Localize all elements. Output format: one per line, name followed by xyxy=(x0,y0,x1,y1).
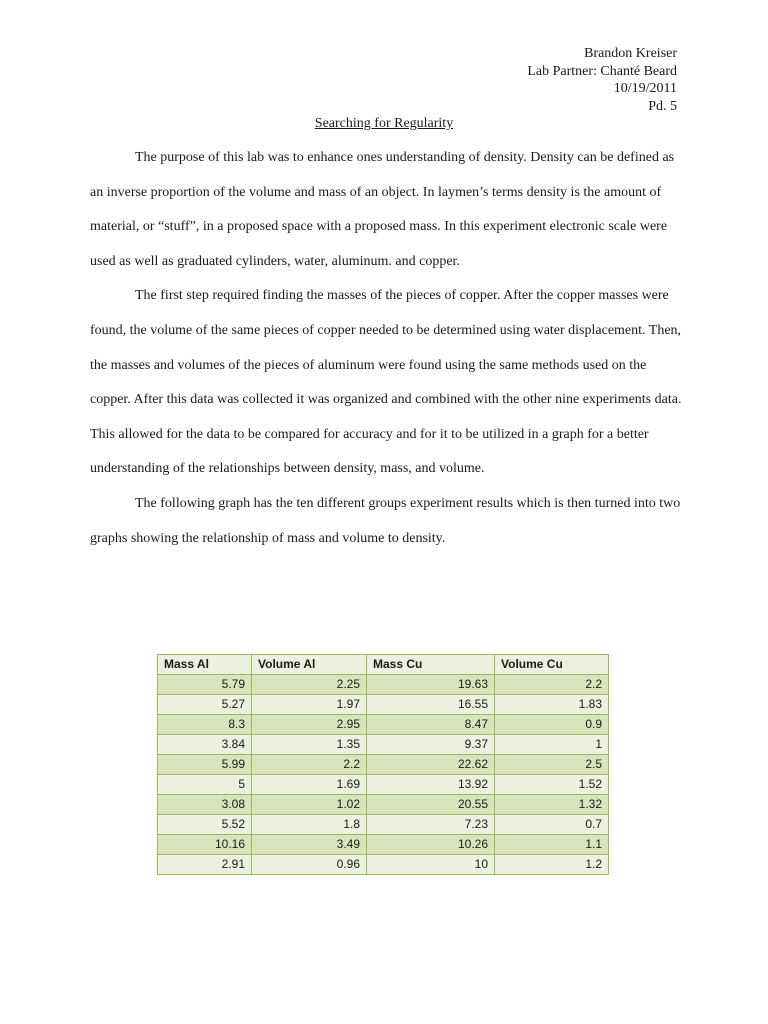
table-row xyxy=(158,835,609,855)
author-name: Brandon Kreiser xyxy=(584,46,677,61)
body-text xyxy=(90,141,685,556)
cell-mass-cu: 13.92 xyxy=(367,775,495,795)
table-header-row xyxy=(158,655,609,675)
table-row xyxy=(158,695,609,715)
cell-volume-cu: 0.9 xyxy=(495,715,609,735)
header-mass-cu: Mass Cu xyxy=(367,655,495,675)
table-row xyxy=(158,775,609,795)
cell-mass-al: 5.52 xyxy=(158,815,252,835)
cell-mass-al: 5 xyxy=(158,775,252,795)
cell-mass-cu: 20.55 xyxy=(367,795,495,815)
cell-mass-cu: 22.62 xyxy=(367,755,495,775)
cell-mass-al: 10.16 xyxy=(158,835,252,855)
header-volume-al: Volume Al xyxy=(252,655,367,675)
period: Pd. 5 xyxy=(648,98,677,114)
cell-volume-cu: 1.52 xyxy=(495,775,609,795)
cell-mass-al: 3.08 xyxy=(158,795,252,815)
cell-volume-al: 1.8 xyxy=(252,815,367,835)
cell-volume-cu: 0.7 xyxy=(495,815,609,835)
table-row xyxy=(158,795,609,815)
cell-volume-cu: 1.2 xyxy=(495,855,609,875)
table-row xyxy=(158,715,609,735)
cell-mass-cu: 16.55 xyxy=(367,695,495,715)
cell-mass-cu: 10.26 xyxy=(367,835,495,855)
table-row xyxy=(158,855,609,875)
cell-volume-cu: 2.2 xyxy=(495,675,609,695)
cell-volume-al: 1.69 xyxy=(252,775,367,795)
cell-mass-cu: 9.37 xyxy=(367,735,495,755)
cell-mass-al: 2.91 xyxy=(158,855,252,875)
cell-mass-al: 8.3 xyxy=(158,715,252,735)
table-row xyxy=(158,675,609,695)
date: 10/19/2011 xyxy=(613,81,677,96)
cell-mass-cu: 7.23 xyxy=(367,815,495,835)
cell-mass-al: 5.27 xyxy=(158,695,252,715)
cell-volume-al: 0.96 xyxy=(252,855,367,875)
cell-volume-cu: 1.1 xyxy=(495,835,609,855)
paragraph-graph-intro: The following graph has the ten different groups experiment results which is then turned into two graphs showing the relationship of mass and volume to density. xyxy=(90,495,681,546)
cell-mass-cu: 8.47 xyxy=(367,715,495,735)
cell-mass-al: 5.99 xyxy=(158,755,252,775)
cell-volume-cu: 1 xyxy=(495,735,609,755)
header-volume-cu: Volume Cu xyxy=(495,655,609,675)
cell-volume-cu: 2.5 xyxy=(495,755,609,775)
table-row xyxy=(158,755,609,775)
cell-volume-al: 1.02 xyxy=(252,795,367,815)
page-title: Searching for Regularity xyxy=(314,116,454,131)
cell-volume-al: 2.2 xyxy=(252,755,367,775)
table-row xyxy=(158,735,609,755)
table-body xyxy=(158,675,609,875)
lab-partner: Lab Partner: Chanté Beard xyxy=(527,63,677,79)
cell-volume-al: 1.35 xyxy=(252,735,367,755)
cell-mass-cu: 10 xyxy=(367,855,495,875)
cell-volume-al: 2.25 xyxy=(252,675,367,695)
data-table xyxy=(157,654,609,875)
cell-volume-al: 3.49 xyxy=(252,835,367,855)
cell-mass-cu: 19.63 xyxy=(367,675,495,695)
cell-mass-al: 3.84 xyxy=(158,735,252,755)
table-row xyxy=(158,815,609,835)
cell-volume-al: 1.97 xyxy=(252,695,367,715)
cell-volume-al: 2.95 xyxy=(252,715,367,735)
cell-volume-cu: 1.83 xyxy=(495,695,609,715)
paragraph-purpose: The purpose of this lab was to enhance ones understanding of density. Density can be defined as an inverse proportion of the volume and mass of an object. In laymen’s terms density is the amount of material, or “stuff”, in a proposed space with a proposed mass. In this experiment electronic scale were used as well as graduated cylinders, water, aluminum. and copper. xyxy=(90,150,675,269)
cell-volume-cu: 1.32 xyxy=(495,795,609,815)
cell-mass-al: 5.79 xyxy=(158,675,252,695)
header-block xyxy=(527,45,677,115)
header-mass-al: Mass Al xyxy=(158,655,252,675)
paragraph-procedure: The first step required finding the masses of the pieces of copper. After the copper masses were found, the volume of the same pieces of copper needed to be determined using water displacement. Then, the masses and volumes of the pieces of aluminum were found using the same methods used on the copper. After this data was collected it was organized and combined with the other nine experiments data. This allowed for the data to be compared for accuracy and for it to be utilized in a graph for a better understanding of the relationships between density, mass, and volume. xyxy=(90,288,682,477)
